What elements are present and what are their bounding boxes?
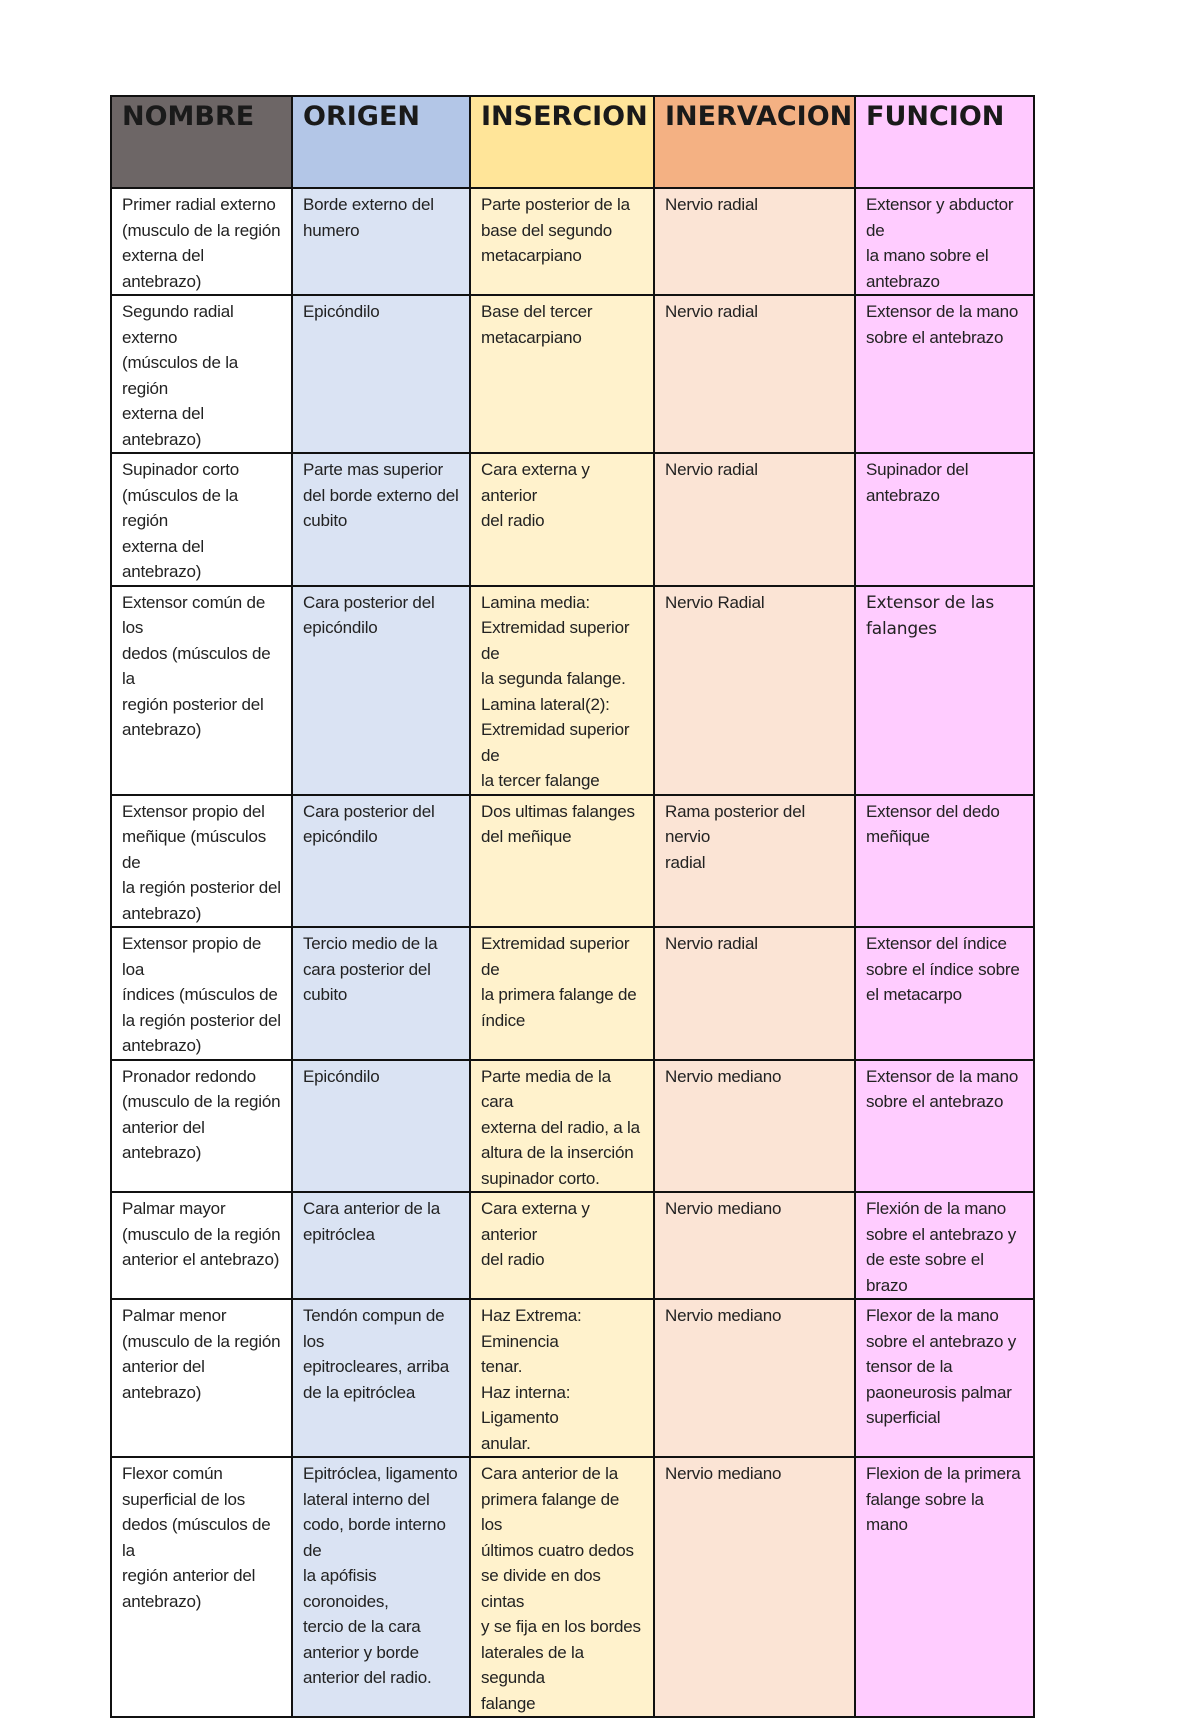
cell-insercion: Cara anterior de la primera falange de los últimos cuatro dedos se divide en dos cintas y se fija en los bordes laterales de la segunda falange bbox=[470, 1457, 654, 1717]
cell-funcion: Extensor de la mano sobre el antebrazo bbox=[855, 1060, 1034, 1193]
cell-inervacion: Nervio Radial bbox=[654, 586, 855, 795]
header-origen: ORIGEN bbox=[292, 96, 470, 188]
cell-insercion: Lamina media: Extremidad superior de la segunda falange. Lamina lateral(2): Extremidad superior de la tercer falange bbox=[470, 586, 654, 795]
cell-insercion: Parte posterior de la base del segundo metacarpiano bbox=[470, 188, 654, 295]
header-inervacion: INERVACION bbox=[654, 96, 855, 188]
table-row bbox=[111, 453, 1034, 586]
cell-inervacion: Nervio radial bbox=[654, 295, 855, 453]
cell-nombre: Palmar mayor (musculo de la región anterior el antebrazo) bbox=[111, 1192, 292, 1299]
cell-nombre: Extensor propio de loa índices (músculos de la región posterior del antebrazo) bbox=[111, 927, 292, 1060]
table-row bbox=[111, 927, 1034, 1060]
cell-nombre: Extensor común de los dedos (músculos de la región posterior del antebrazo) bbox=[111, 586, 292, 795]
table-row bbox=[111, 586, 1034, 795]
cell-insercion: Dos ultimas falanges del meñique bbox=[470, 795, 654, 928]
cell-funcion: Extensor y abductor de la mano sobre el antebrazo bbox=[855, 188, 1034, 295]
cell-origen: Epicóndilo bbox=[292, 1060, 470, 1193]
cell-inervacion: Nervio radial bbox=[654, 188, 855, 295]
cell-origen: Cara anterior de la epitróclea bbox=[292, 1192, 470, 1299]
cell-nombre: Pronador redondo (musculo de la región anterior del antebrazo) bbox=[111, 1060, 292, 1193]
table-row bbox=[111, 1192, 1034, 1299]
cell-nombre: Extensor propio del meñique (músculos de la región posterior del antebrazo) bbox=[111, 795, 292, 928]
cell-funcion: Flexión de la mano sobre el antebrazo y de este sobre el brazo bbox=[855, 1192, 1034, 1299]
table-row bbox=[111, 795, 1034, 928]
cell-inervacion: Nervio radial bbox=[654, 927, 855, 1060]
cell-inervacion: Nervio radial bbox=[654, 453, 855, 586]
cell-funcion: Flexor de la mano sobre el antebrazo y tensor de la paoneurosis palmar superficial bbox=[855, 1299, 1034, 1457]
cell-insercion: Cara externa y anterior del radio bbox=[470, 453, 654, 586]
table-row bbox=[111, 1299, 1034, 1457]
header-nombre: NOMBRE bbox=[111, 96, 292, 188]
cell-insercion: Parte media de la cara externa del radio, a la altura de la inserción supinador corto. bbox=[470, 1060, 654, 1193]
cell-insercion: Extremidad superior de la primera falange de índice bbox=[470, 927, 654, 1060]
cell-inervacion: Nervio mediano bbox=[654, 1299, 855, 1457]
cell-funcion: Extensor del dedo meñique bbox=[855, 795, 1034, 928]
header-row bbox=[111, 96, 1034, 188]
cell-origen: Epicóndilo bbox=[292, 295, 470, 453]
cell-nombre: Flexor común superficial de los dedos (músculos de la región anterior del antebrazo) bbox=[111, 1457, 292, 1717]
cell-insercion: Cara externa y anterior del radio bbox=[470, 1192, 654, 1299]
cell-funcion: Extensor del índice sobre el índice sobre el metacarpo bbox=[855, 927, 1034, 1060]
cell-funcion: Supinador del antebrazo bbox=[855, 453, 1034, 586]
cell-origen: Tercio medio de la cara posterior del cubito bbox=[292, 927, 470, 1060]
table-row bbox=[111, 188, 1034, 295]
cell-nombre: Palmar menor (musculo de la región anterior del antebrazo) bbox=[111, 1299, 292, 1457]
cell-inervacion: Nervio mediano bbox=[654, 1192, 855, 1299]
cell-origen: Epitróclea, ligamento lateral interno del codo, borde interno de la apófisis coronoides, tercio de la cara anterior y borde anterior del radio. bbox=[292, 1457, 470, 1717]
cell-nombre: Primer radial externo (musculo de la región externa del antebrazo) bbox=[111, 188, 292, 295]
table-row bbox=[111, 1060, 1034, 1193]
table-row bbox=[111, 295, 1034, 453]
header-funcion: FUNCION bbox=[855, 96, 1034, 188]
cell-inervacion: Nervio mediano bbox=[654, 1457, 855, 1717]
cell-origen: Cara posterior del epicóndilo bbox=[292, 795, 470, 928]
cell-nombre: Segundo radial externo (músculos de la región externa del antebrazo) bbox=[111, 295, 292, 453]
cell-funcion: Flexion de la primera falange sobre la mano bbox=[855, 1457, 1034, 1717]
cell-funcion: Extensor de la mano sobre el antebrazo bbox=[855, 295, 1034, 453]
cell-insercion: Haz Extrema: Eminencia tenar. Haz interna: Ligamento anular. bbox=[470, 1299, 654, 1457]
cell-origen: Cara posterior del epicóndilo bbox=[292, 586, 470, 795]
cell-origen: Parte mas superior del borde externo del cubito bbox=[292, 453, 470, 586]
cell-insercion: Base del tercer metacarpiano bbox=[470, 295, 654, 453]
cell-funcion: Extensor de las falanges bbox=[855, 586, 1034, 795]
cell-inervacion: Rama posterior del nervio radial bbox=[654, 795, 855, 928]
cell-origen: Tendón compun de los epitrocleares, arriba de la epitróclea bbox=[292, 1299, 470, 1457]
cell-inervacion: Nervio mediano bbox=[654, 1060, 855, 1193]
cell-nombre: Supinador corto (músculos de la región externa del antebrazo) bbox=[111, 453, 292, 586]
cell-origen: Borde externo del humero bbox=[292, 188, 470, 295]
muscle-table bbox=[110, 95, 1035, 1718]
header-insercion: INSERCION bbox=[470, 96, 654, 188]
table-row bbox=[111, 1457, 1034, 1717]
